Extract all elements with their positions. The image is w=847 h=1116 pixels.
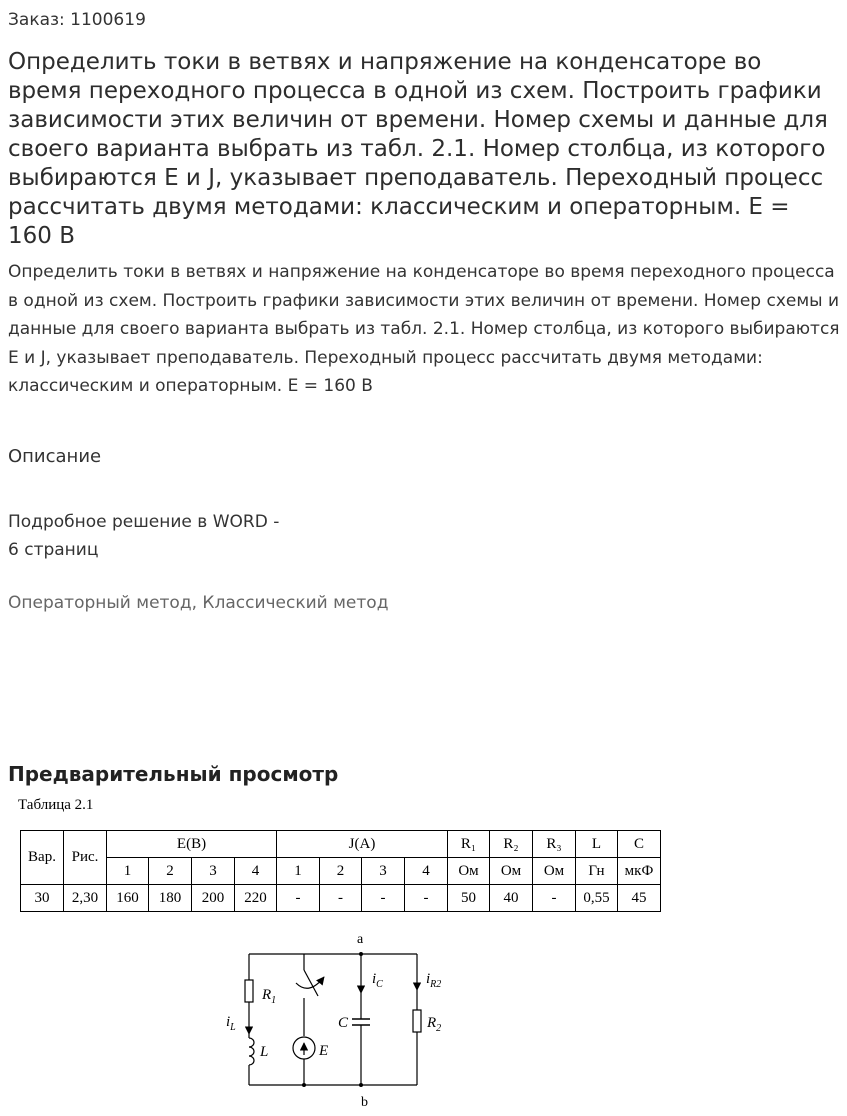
ir2-label: $i_{R2}$ bbox=[426, 971, 442, 990]
cell-e3: 200 bbox=[192, 885, 235, 912]
j-col-4: 4 bbox=[405, 858, 448, 885]
header-r3: R₃ bbox=[533, 831, 576, 858]
e-col-1: 1 bbox=[107, 858, 149, 885]
method-tags: Операторный метод, Классический метод bbox=[8, 593, 389, 613]
table-header-row bbox=[21, 831, 661, 858]
il-label: $i_L$ bbox=[226, 1014, 236, 1033]
r2-label: $R_2$ bbox=[427, 1015, 442, 1034]
preview-heading: Предварительный просмотр bbox=[8, 762, 339, 786]
header-c: C bbox=[618, 831, 661, 858]
cell-e2: 180 bbox=[149, 885, 192, 912]
header-e: E(B) bbox=[107, 831, 277, 858]
node-a-dot bbox=[359, 952, 363, 956]
j-col-3: 3 bbox=[362, 858, 405, 885]
header-variant: Вар. bbox=[21, 831, 64, 885]
unit-r3: Ом bbox=[533, 858, 576, 885]
ic-label: $i_C$ bbox=[372, 971, 383, 990]
header-l: L bbox=[576, 831, 618, 858]
cell-c: 45 bbox=[618, 885, 661, 912]
unit-c: мкФ bbox=[618, 858, 661, 885]
header-figure: Рис. bbox=[64, 831, 107, 885]
table-row bbox=[21, 885, 661, 912]
header-r2: R₂ bbox=[490, 831, 533, 858]
cell-r3: - bbox=[533, 885, 576, 912]
table-subheader-row bbox=[21, 858, 661, 885]
inductor-coil bbox=[249, 1038, 254, 1065]
solution-format: Подробное решение в WORD - bbox=[8, 512, 280, 532]
node-b-label: b bbox=[361, 1095, 368, 1110]
cell-r1: 50 bbox=[448, 885, 490, 912]
header-r1: R₁ bbox=[448, 831, 490, 858]
j-col-1: 1 bbox=[277, 858, 320, 885]
description-heading: Описание bbox=[8, 446, 102, 467]
e-col-3: 3 bbox=[192, 858, 235, 885]
solution-details bbox=[8, 508, 279, 564]
node-a-label: a bbox=[357, 932, 364, 947]
cell-j4: - bbox=[405, 885, 448, 912]
order-number: Заказ: 1100619 bbox=[8, 10, 146, 30]
page-count: 6 страниц bbox=[8, 540, 99, 560]
cell-l: 0,55 bbox=[576, 885, 618, 912]
inductor-label: L bbox=[260, 1044, 269, 1060]
switch-arrow bbox=[296, 977, 324, 988]
circuit-diagram bbox=[200, 928, 460, 1110]
cell-j1: - bbox=[277, 885, 320, 912]
switch-blade bbox=[304, 970, 318, 996]
cell-figure: 2,30 bbox=[64, 885, 107, 912]
cell-e1: 160 bbox=[107, 885, 149, 912]
capacitor-label: C bbox=[338, 1015, 349, 1031]
description-text: Определить токи в ветвях и напряжение на конденсаторе во время переходного процесса в одной из схем. Построить графики зависимости этих величин от времени. Номер схемы и данные для своего варианта выбрать из табл. 2.1. Номер столбца, из которого выбираются E и J, указывает преподаватель. Переходный процесс рассчитать двумя методами: классическим и операторным. E = 160 В bbox=[8, 262, 840, 397]
r1-resistor bbox=[245, 980, 253, 1002]
cell-j3: - bbox=[362, 885, 405, 912]
cell-variant: 30 bbox=[21, 885, 64, 912]
r1-label: $R_1$ bbox=[262, 987, 277, 1006]
cell-r2: 40 bbox=[490, 885, 533, 912]
source-label: E bbox=[319, 1043, 329, 1059]
parameters-table bbox=[20, 830, 661, 912]
table-caption: Таблица 2.1 bbox=[18, 797, 94, 813]
r2-resistor bbox=[413, 1010, 421, 1032]
j-col-2: 2 bbox=[320, 858, 362, 885]
cell-e4: 220 bbox=[235, 885, 277, 912]
unit-r2: Ом bbox=[490, 858, 533, 885]
node-b-dot bbox=[359, 1083, 363, 1087]
page-title: Определить токи в ветвях и напряжение на конденсаторе во время переходного процесса в одной из схем. Построить графики зависимости этих величин от времени. Номер схемы и данные для своего варианта выбрать из табл. 2.1. Номер столбца, из которого выбираются E и J, указывает преподаватель. Переходный процесс рассчитать двумя методами: классическим и операторным. E = 160 В bbox=[8, 49, 828, 249]
header-j: J(A) bbox=[277, 831, 448, 858]
unit-l: Гн bbox=[576, 858, 618, 885]
e-col-2: 2 bbox=[149, 858, 192, 885]
node-dot bbox=[302, 1083, 306, 1087]
cell-j2: - bbox=[320, 885, 362, 912]
unit-r1: Ом bbox=[448, 858, 490, 885]
e-col-4: 4 bbox=[235, 858, 277, 885]
